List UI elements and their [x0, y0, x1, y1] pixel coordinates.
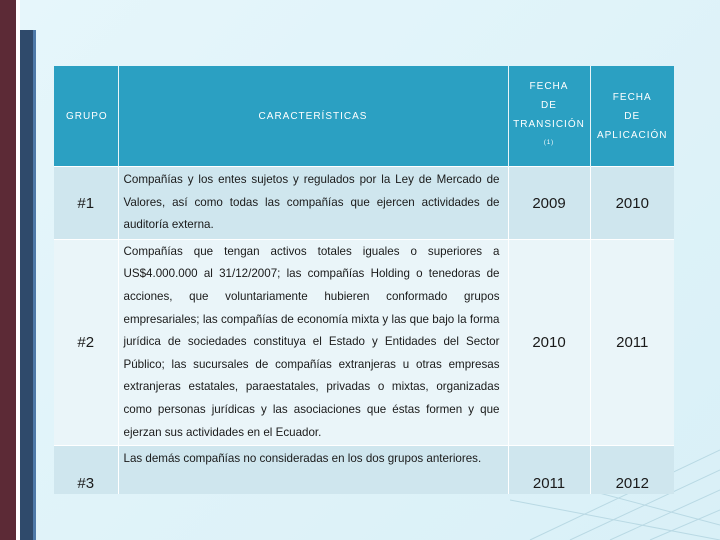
application-year-cell: 2012 [590, 446, 674, 495]
footnote-marker: (1) [543, 139, 555, 146]
left-inner-bar [20, 30, 33, 540]
transition-year-cell: 2011 [508, 446, 590, 495]
niif-adoption-table [54, 66, 674, 494]
header-fecha-transicion [508, 66, 590, 167]
description-cell: Compañías que tengan activos totales iguales o superiores a US$4.000.000 al 31/12/2007; las compañías Holding o tenedoras de acciones, que voluntariamente hubieren conformado grupos empresariales; las compañías de economía mixta y las que bajo la forma jurídica de sociedades constituya el Estado y Entidades del Sector Público; las sucursales de compañías extranjeras u otras empresas extranjeras estatales, paraestatales, privadas o mixtas, organizadas como personas jurídicas y las asociaciones que éstas formen y que ejerzan sus actividades en el Ecuador. [118, 240, 508, 446]
left-inner-stripe [33, 30, 36, 540]
header-grupo: GRUPO [54, 66, 118, 167]
header-fecha-aplicacion [590, 66, 674, 167]
application-year-cell: 2010 [590, 167, 674, 240]
header-fecha-transicion-line2: DE [541, 99, 557, 111]
transition-year-cell: 2009 [508, 167, 590, 240]
table-row [54, 167, 674, 240]
group-cell: #3 [54, 446, 118, 495]
table-header-row [54, 66, 674, 167]
left-accent-bar [0, 0, 16, 540]
table-row [54, 446, 674, 495]
table-row [54, 240, 674, 446]
header-fecha-aplicacion-line1: FECHA [612, 91, 652, 103]
header-fecha-transicion-line3 [509, 115, 590, 155]
transition-year-cell: 2010 [508, 240, 590, 446]
header-transicion-word: TRANSICIÓN [513, 118, 585, 130]
group-cell: #2 [54, 240, 118, 446]
description-cell: Compañías y los entes sujetos y regulados por la Ley de Mercado de Valores, así como todas las compañías que ejercen actividades de auditoría externa. [118, 167, 508, 240]
header-fecha-aplicacion-line2: DE [624, 110, 641, 122]
header-fecha-transicion-line1: FECHA [529, 80, 569, 92]
description-cell: Las demás compañías no consideradas en los dos grupos anteriores. [118, 446, 508, 495]
group-cell: #1 [54, 167, 118, 240]
header-caracteristicas: CARACTERÍSTICAS [118, 66, 508, 167]
header-fecha-aplicacion-line3: APLICACIÓN [596, 129, 668, 141]
application-year-cell: 2011 [590, 240, 674, 446]
